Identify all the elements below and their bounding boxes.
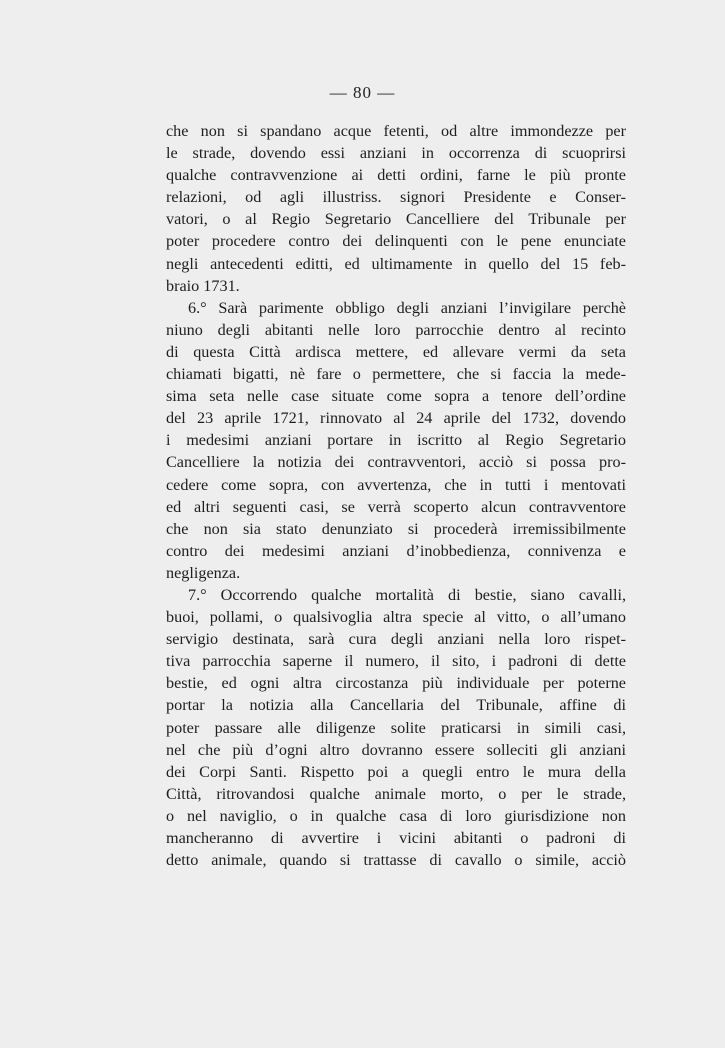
text-line: bestie, ed ogni altra circostanza più individuale per poterne [166, 674, 626, 693]
text-line: niuno degli abitanti nelle loro parrocchie dentro al recinto [166, 320, 626, 339]
text-line: nel che più d’ogni altro dovranno essere solleciti gli anziani [166, 740, 626, 759]
text-line: poter passare alle diligenze solite praticarsi in simili casi, [166, 718, 626, 737]
text-line: i medesimi anziani portare in iscritto al Regio Segretario [166, 431, 626, 450]
text-line: vatori, o al Regio Segretario Cancelliere del Tribunale per [166, 210, 626, 229]
text-line: relazioni, od agli illustriss. signori Presidente e Conser- [166, 188, 626, 207]
text-line: Cancelliere la notizia dei contravventori, acciò si possa pro- [166, 453, 626, 472]
text-line: che non si spandano acque fetenti, od altre immondezze per [166, 122, 626, 140]
text-line: tiva parrocchia saperne il numero, il sito, i padroni di dette [166, 652, 626, 671]
text-line: servigio destinata, sarà cura degli anziani nella loro rispet- [166, 630, 626, 649]
text-line: buoi, pollami, o qualsivoglia altra specie al vitto, o all’umano [166, 608, 626, 627]
text-line: cedere come sopra, con avvertenza, che in tutti i mentovati [166, 475, 626, 494]
text-line: 7.° Occorrendo qualche mortalità di bestie, siano cavalli, [188, 585, 626, 604]
text-line: ed altri seguenti casi, se verrà scoperto alcun contravventore [166, 497, 626, 516]
text-line: braio 1731. [166, 276, 240, 295]
text-line: negligenza. [166, 563, 241, 582]
text-line: che non sia stato denunziato si procederà irremissibilmente [166, 519, 626, 538]
text-line: qualche contravvenzione ai detti ordini, farne le più pronte [166, 166, 626, 185]
text-line: poter procedere contro dei delinquenti con le pene enunciate [166, 232, 626, 251]
text-line: le strade, dovendo essi anziani in occorrenza di scuoprirsi [166, 144, 626, 163]
text-line: di questa Città ardisca mettere, ed allevare vermi da seta [166, 342, 626, 361]
text-line: chiamati bigatti, nè fare o permettere, che si faccia la mede- [166, 365, 626, 384]
text-line: mancheranno di avvertire i vicini abitanti o padroni di [166, 829, 626, 847]
body-text [166, 120, 626, 871]
page-number: — 80 — [329, 83, 396, 102]
text-line: del 23 aprile 1721, rinnovato al 24 aprile del 1732, dovendo [166, 409, 626, 428]
text-line: contro dei medesimi anziani d’inobbedienza, connivenza e [166, 541, 626, 560]
text-line: 6.° Sarà parimente obbligo degli anziani l’invigilare perchè [188, 298, 626, 317]
text-line: portar la notizia alla Cancellaria del Tribunale, affine di [166, 696, 626, 715]
text-line: negli antecedenti editti, ed ultimamente in quello del 15 feb- [166, 254, 626, 273]
text-line: o nel naviglio, o in qualche casa di loro giurisdizione non [166, 806, 626, 825]
text-line: sima seta nelle case situate come sopra a tenore dell’ordine [166, 387, 626, 406]
text-line: dei Corpi Santi. Rispetto poi a quegli entro le mura della [166, 762, 626, 781]
text-line: Città, ritrovandosi qualche animale morto, o per le strade, [166, 784, 626, 803]
text-line: detto animale, quando si trattasse di cavallo o simile, acciò [166, 851, 626, 870]
